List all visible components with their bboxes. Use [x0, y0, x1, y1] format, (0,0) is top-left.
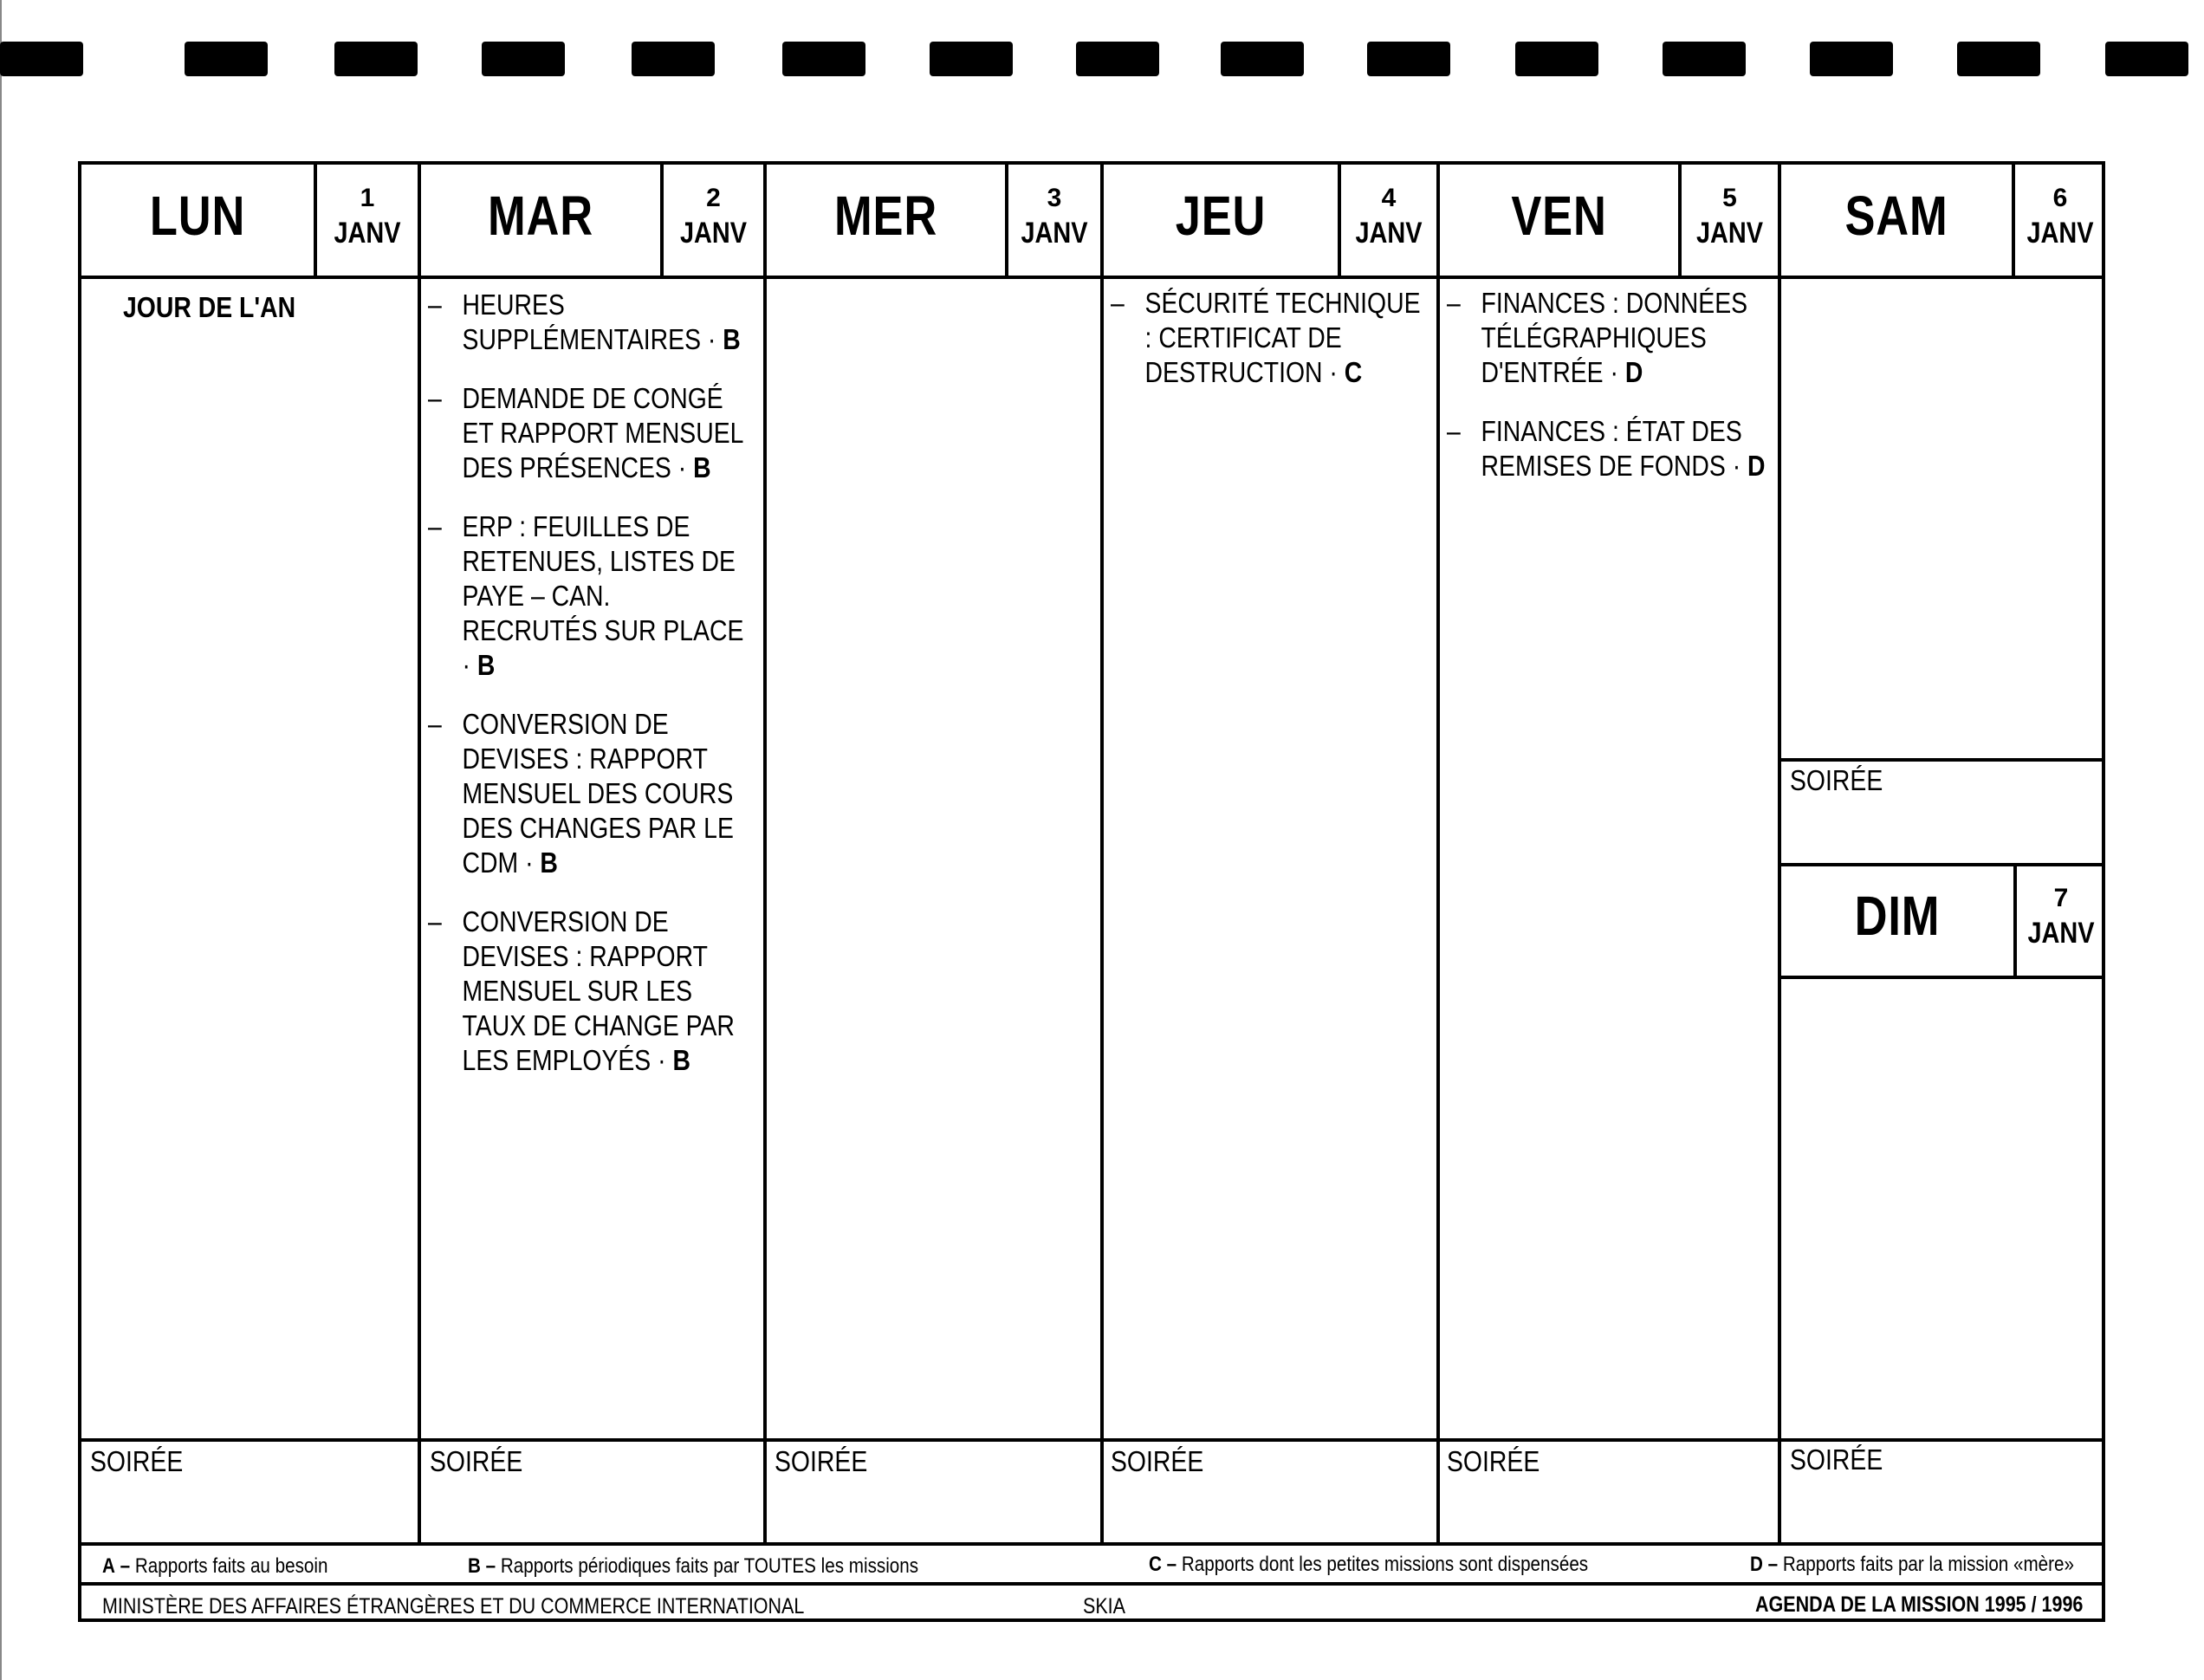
header-rule: [81, 276, 2105, 279]
sunday-header-top-rule: [1779, 863, 2105, 866]
date-number: 7: [2053, 884, 2069, 912]
binder-hole: [185, 42, 268, 76]
thursday-entries: [1111, 286, 1431, 414]
evening-label-tue: SOIRÉE: [430, 1445, 523, 1477]
binder-hole: [2105, 42, 2188, 76]
legend-b: B – Rapports périodiques faits par TOUTES les missions: [468, 1554, 919, 1578]
saturday-evening-rule: [1779, 758, 2105, 762]
binder-hole: [782, 42, 865, 76]
date-sun: [2017, 885, 2105, 948]
agenda-entry: – CONVERSION DE DEVISES : RAPPORT MENSUEL SUR LES TAUX DE CHANGE PAR LES EMPLOYÉS · B: [428, 905, 735, 1076]
binder-hole: [1810, 42, 1893, 76]
binder-hole: [1367, 42, 1450, 76]
binder-hole: [482, 42, 565, 76]
date-thu: [1341, 185, 1436, 248]
date-number: 2: [706, 184, 721, 212]
date-month: JANV: [679, 217, 748, 250]
binder-hole: [334, 42, 418, 76]
date-number: 5: [1722, 184, 1737, 212]
day-name-mon: LUN: [149, 185, 246, 247]
day-name-sat: SAM: [1844, 185, 1948, 247]
entry-text: DEMANDE DE CONGÉ ET RAPPORT MENSUEL DES PRÉSENCES ·: [462, 382, 743, 483]
evening-label-fri: SOIRÉE: [1447, 1445, 1540, 1477]
tuesday-entries: [428, 288, 749, 1102]
binder-hole: [632, 42, 715, 76]
date-month: JANV: [1021, 217, 1088, 250]
footer-ministry: MINISTÈRE DES AFFAIRES ÉTRANGÈRES ET DU COMMERCE INTERNATIONAL: [102, 1594, 805, 1618]
footer-title: AGENDA DE LA MISSION 1995 / 1996: [1755, 1592, 2084, 1617]
page-left-edge: [0, 0, 2, 1680]
evening-rule: [81, 1438, 2105, 1442]
entry-code: B: [672, 1044, 690, 1076]
date-number: 6: [2052, 184, 2068, 212]
date-month: JANV: [1355, 217, 1423, 250]
day-name-tue: MAR: [488, 185, 593, 247]
entry-code: B: [693, 451, 711, 483]
column-divider: [418, 165, 421, 1542]
binder-holes: [0, 42, 2204, 78]
entry-code: D: [1624, 356, 1643, 388]
binder-hole: [1076, 42, 1159, 76]
column-divider: [763, 165, 767, 1542]
sunday-header-bottom-rule: [1779, 976, 2105, 979]
legend-d: D – Rapports faits par la mission «mère»: [1750, 1553, 2075, 1576]
agenda-entry: – FINANCES : DONNÉES TÉLÉGRAPHIQUES D'ENTRÉE · D: [1447, 287, 1748, 388]
date-wed: [1008, 185, 1100, 248]
entry-text: CONVERSION DE DEVISES : RAPPORT MENSUEL SUR LES TAUX DE CHANGE PAR LES EMPLOYÉS ·: [462, 905, 735, 1076]
holiday-label: JOUR DE L'AN: [123, 291, 296, 323]
legend-top-rule: [81, 1542, 2105, 1546]
date-month: JANV: [1695, 217, 1764, 250]
agenda-entry: – SÉCURITÉ TECHNIQUE : CERTIFICAT DE DESTRUCTION · C: [1111, 287, 1421, 388]
legend-c: C – Rapports dont les petites missions sont dispensées: [1149, 1553, 1589, 1576]
date-fri: [1682, 185, 1778, 248]
day-name-fri: VEN: [1511, 185, 1607, 247]
binder-hole: [930, 42, 1013, 76]
agenda-entry: – HEURES SUPPLÉMENTAIRES · B: [428, 289, 741, 355]
agenda-entry: – FINANCES : ÉTAT DES REMISES DE FONDS · D: [1447, 415, 1766, 482]
day-name-sun: DIM: [1854, 885, 1941, 947]
date-number: 3: [1047, 184, 1062, 212]
agenda-entry: – CONVERSION DE DEVISES : RAPPORT MENSUEL DES COURS DES CHANGES PAR LE CDM · B: [428, 708, 734, 879]
day-name-wed: MER: [833, 185, 938, 247]
entry-code: D: [1747, 450, 1766, 482]
date-number: 4: [1381, 184, 1397, 212]
agenda-entry: – DEMANDE DE CONGÉ ET RAPPORT MENSUEL DES PRÉSENCES · B: [428, 382, 743, 483]
binder-hole: [0, 42, 83, 76]
friday-entries: [1447, 286, 1770, 508]
legend-a: A – Rapports faits au besoin: [102, 1554, 328, 1578]
binder-hole: [1515, 42, 1598, 76]
evening-label-sat: SOIRÉE: [1790, 764, 1883, 796]
date-tue: [664, 185, 763, 248]
date-month: JANV: [334, 217, 401, 250]
evening-label-thu: SOIRÉE: [1111, 1445, 1204, 1477]
agenda-entry: – ERP : FEUILLES DE RETENUES, LISTES DE PAYE – CAN. RECRUTÉS SUR PLACE · B: [428, 510, 744, 681]
evening-label-mon: SOIRÉE: [90, 1445, 184, 1477]
entry-text: CONVERSION DE DEVISES : RAPPORT MENSUEL DES COURS DES CHANGES PAR LE CDM ·: [462, 708, 734, 879]
column-divider: [1778, 165, 1781, 1542]
entry-text: FINANCES : DONNÉES TÉLÉGRAPHIQUES D'ENTRÉE ·: [1481, 287, 1748, 388]
footer-code: SKIA: [1083, 1594, 1126, 1618]
footer-top-rule: [81, 1582, 2105, 1586]
binder-hole: [1957, 42, 2040, 76]
date-month: JANV: [2027, 917, 2095, 950]
date-mon: [317, 185, 418, 248]
date-sat: [2015, 185, 2105, 248]
entry-text: SÉCURITÉ TECHNIQUE : CERTIFICAT DE DESTRUCTION ·: [1144, 287, 1421, 388]
entry-text: ERP : FEUILLES DE RETENUES, LISTES DE PAYE – CAN. RECRUTÉS SUR PLACE ·: [462, 510, 744, 681]
entry-text: HEURES SUPPLÉMENTAIRES ·: [462, 289, 716, 355]
entry-code: B: [476, 649, 496, 681]
binder-hole: [1663, 42, 1746, 76]
column-divider: [1436, 165, 1440, 1542]
evening-label-sun: SOIRÉE: [1790, 1443, 1883, 1476]
entry-code: B: [723, 323, 741, 355]
evening-label-wed: SOIRÉE: [775, 1445, 868, 1477]
entry-text: FINANCES : ÉTAT DES REMISES DE FONDS ·: [1481, 415, 1742, 482]
day-name-thu: JEU: [1175, 185, 1267, 247]
entry-code: C: [1344, 356, 1363, 388]
entry-code: B: [540, 846, 558, 879]
binder-hole: [1221, 42, 1304, 76]
column-divider: [1100, 165, 1104, 1542]
weekly-agenda-sheet: [78, 161, 2105, 1622]
date-number: 1: [360, 184, 375, 212]
date-month: JANV: [2026, 217, 2094, 250]
